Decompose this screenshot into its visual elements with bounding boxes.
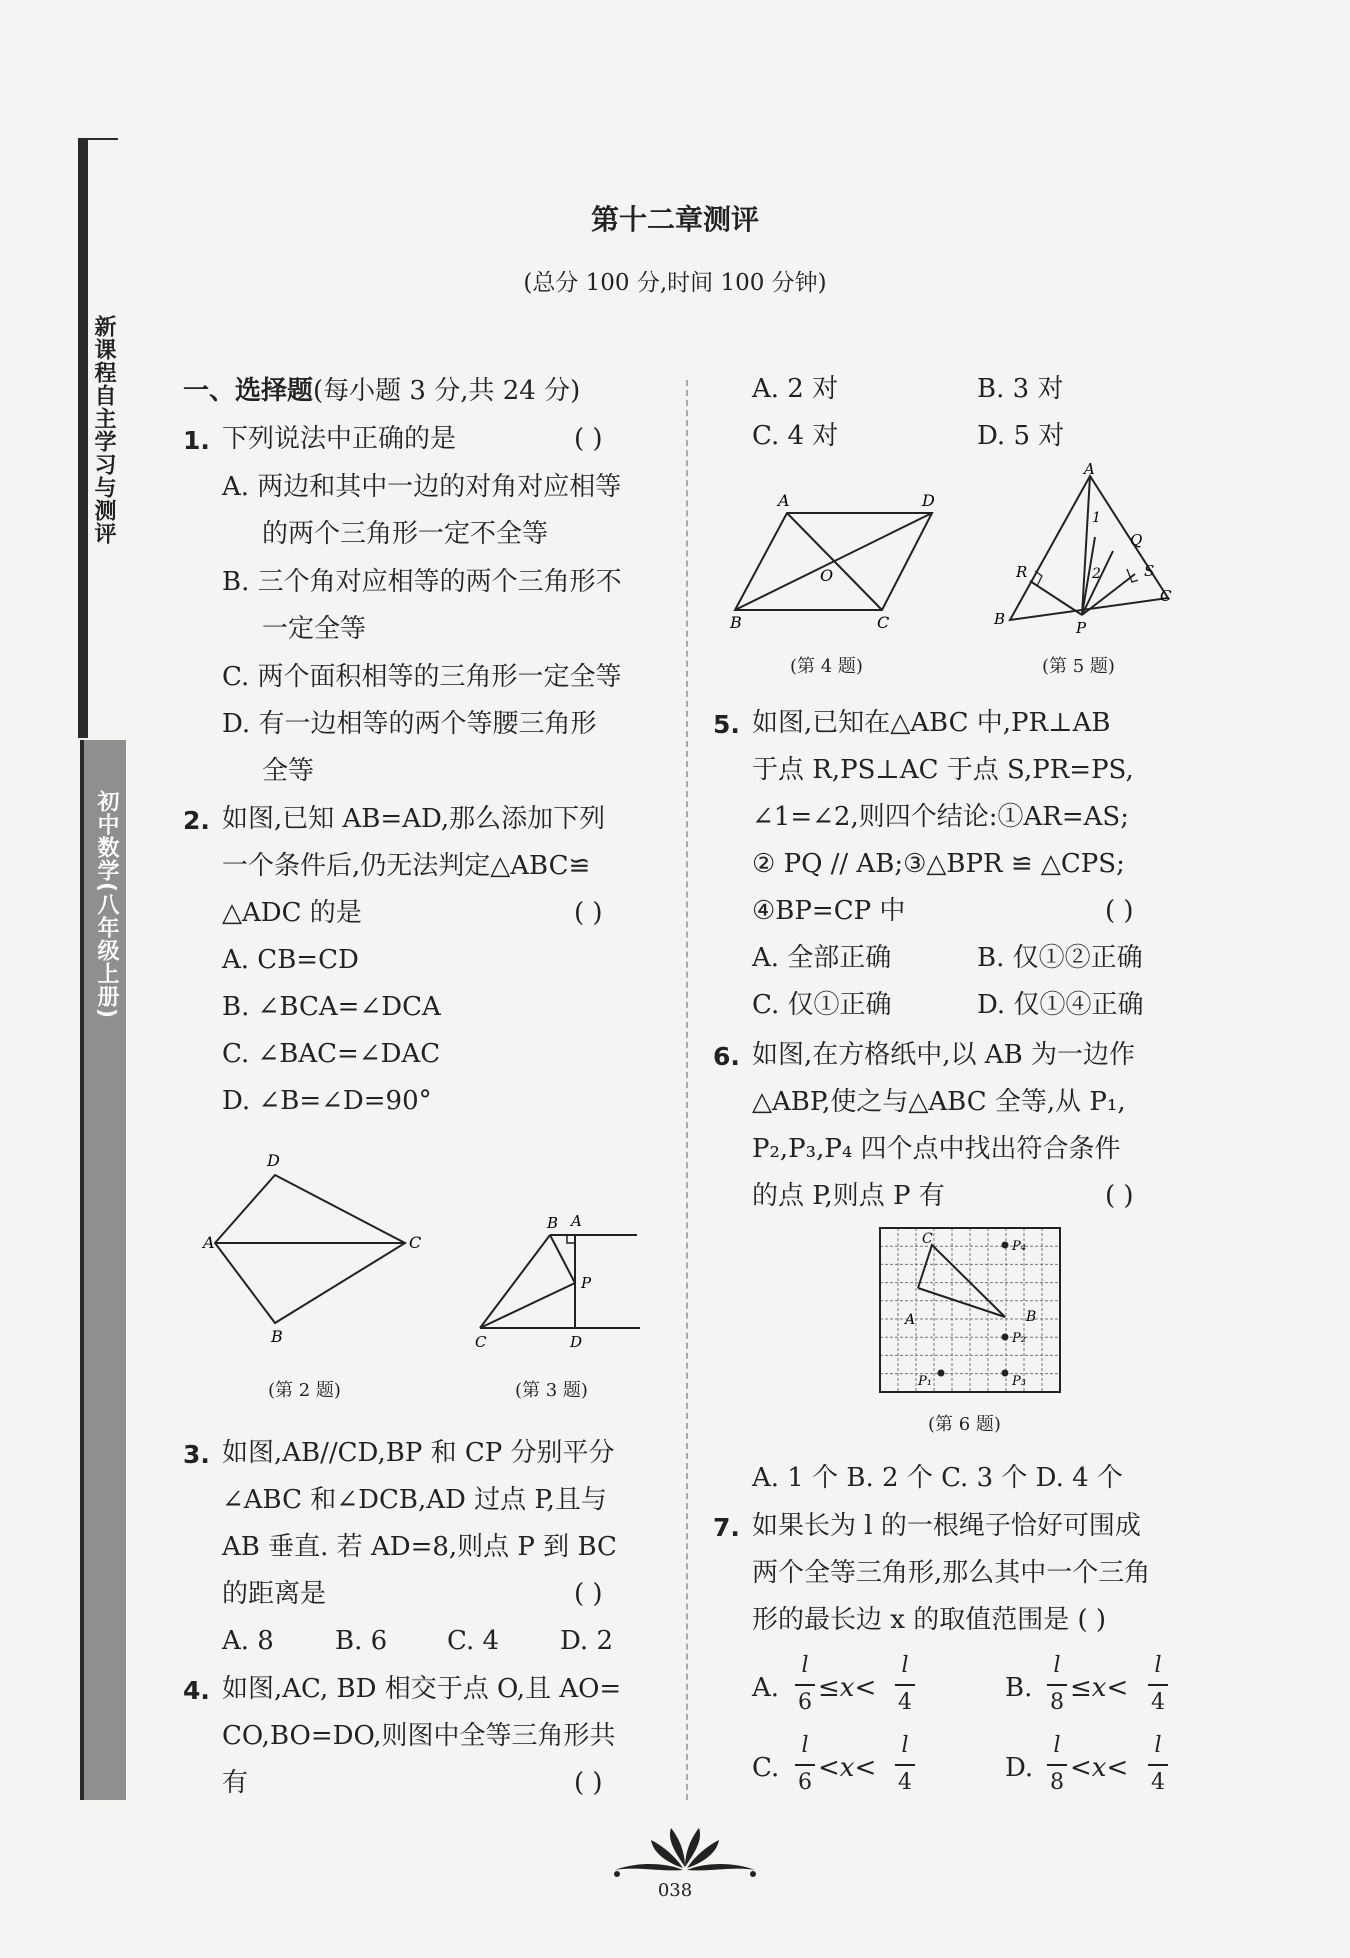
q7-a-den1: 6 <box>798 1690 812 1715</box>
q7-a-num2: l <box>901 1653 909 1678</box>
fig5-label-r: R <box>1016 563 1028 581</box>
q4-option-c: C. 4 对 <box>752 421 839 451</box>
q4-line1: 如图,AC, BD 相交于点 O,且 AO= <box>222 1674 622 1704</box>
q7-c-bar1 <box>795 1764 815 1766</box>
q7-option-d-label: D. <box>1005 1753 1034 1783</box>
fig4-label-c: C <box>877 613 890 632</box>
q7-d-num1: l <box>1053 1733 1061 1758</box>
q7-b-den2: 4 <box>1151 1690 1165 1715</box>
page-number: 038 <box>657 1880 693 1901</box>
q6-line2: △ABP,使之与△ABC 全等,从 P₁, <box>752 1087 1126 1117</box>
figure-q2 <box>195 1150 435 1350</box>
q3-option-a: A. 8 <box>222 1626 274 1656</box>
q7-b-num2: l <box>1154 1653 1162 1678</box>
fig6-label-p1: P₁ <box>918 1374 932 1389</box>
q5-option-b: B. 仅①②正确 <box>977 943 1143 973</box>
q7-b-num1: l <box>1053 1653 1061 1678</box>
q5-line3: ∠1=∠2,则四个结论:①AR=AS; <box>752 802 1129 832</box>
q7-a-bar2 <box>895 1684 915 1686</box>
fig4-label-o: O <box>820 566 834 585</box>
fig2-label-a: A <box>203 1233 215 1252</box>
q7-number: 7. <box>713 1513 740 1542</box>
q7-c-mid: <x< <box>818 1753 877 1783</box>
footer-ornament-icon <box>605 1822 765 1882</box>
q7-c-num2: l <box>901 1733 909 1758</box>
q3-line3: AB 垂直. 若 AD=8,则点 P 到 BC <box>222 1532 617 1562</box>
q7-option-a-label: A. <box>752 1673 780 1703</box>
q2-answer-bracket: ( ) <box>574 898 603 928</box>
fig6-label-c: C <box>922 1231 933 1247</box>
q5-line5: ④BP=CP 中 <box>752 896 906 926</box>
fig2-label-b: B <box>271 1327 283 1346</box>
q5-number: 5. <box>713 710 740 739</box>
q4-option-d: D. 5 对 <box>977 421 1065 451</box>
section-title: 一、选择题 <box>183 376 314 406</box>
q3-number: 3. <box>183 1440 210 1469</box>
q4-caption: (第 4 题) <box>790 656 863 677</box>
q3-caption: (第 3 题) <box>515 1380 588 1401</box>
fig6-label-p4: P₄ <box>1012 1239 1026 1254</box>
fig6-point-p3 <box>1002 1370 1009 1377</box>
fig5-label-p: P <box>1076 619 1087 637</box>
q7-line1: 如果长为 l 的一根绳子恰好可围成 <box>752 1511 1141 1541</box>
fig6-point-p4 <box>1002 1242 1009 1249</box>
fig2-label-c: C <box>409 1233 422 1252</box>
fig5-label-1: 1 <box>1092 510 1101 526</box>
q1-option-d-cont: 全等 <box>262 756 315 786</box>
fig5-label-s: S <box>1144 562 1155 580</box>
q1-option-c: C. 两个面积相等的三角形一定全等 <box>222 662 622 692</box>
q7-b-bar1 <box>1047 1684 1067 1686</box>
q2-caption: (第 2 题) <box>268 1380 341 1401</box>
fig6-label-a: A <box>905 1312 916 1328</box>
q7-b-mid: ≤x< <box>1070 1673 1129 1703</box>
q7-d-mid: <x< <box>1070 1753 1129 1783</box>
q6-caption: (第 6 题) <box>928 1414 1001 1435</box>
q7-d-num2: l <box>1154 1733 1162 1758</box>
q5-line1: 如图,已知在△ABC 中,PR⊥AB <box>752 708 1111 738</box>
fig4-label-b: B <box>730 613 742 632</box>
q2-option-b: B. ∠BCA=∠DCA <box>222 992 441 1022</box>
figure-q4 <box>722 488 952 638</box>
q6-options: A. 1 个 B. 2 个 C. 3 个 D. 4 个 <box>752 1463 1123 1493</box>
column-divider <box>686 380 688 1800</box>
q7-c-den1: 6 <box>798 1770 812 1795</box>
fig3-label-c: C <box>475 1333 487 1351</box>
q2-option-a: A. CB=CD <box>222 945 359 975</box>
q1-option-a: A. 两边和其中一边的对角对应相等 <box>222 472 622 502</box>
fig5-label-b: B <box>994 610 1006 628</box>
fig4-label-a: A <box>778 491 790 510</box>
q1-option-a-cont: 的两个三角形一定不全等 <box>262 519 549 549</box>
q4-line3: 有 <box>222 1768 249 1798</box>
fig5-label-a: A <box>1084 462 1095 478</box>
q2-option-c: C. ∠BAC=∠DAC <box>222 1039 441 1069</box>
fig2-label-d: D <box>267 1151 280 1170</box>
q4-option-a: A. 2 对 <box>752 374 839 404</box>
q7-c-bar2 <box>895 1764 915 1766</box>
q7-b-bar2 <box>1148 1684 1168 1686</box>
q3-line2: ∠ABC 和∠DCB,AD 过点 P,且与 <box>222 1485 607 1515</box>
section-heading <box>183 378 580 404</box>
q5-option-c: C. 仅①正确 <box>752 990 892 1020</box>
q1-number: 1. <box>183 426 210 455</box>
q5-line4: ② PQ // AB;③△BPR ≌ △CPS; <box>752 849 1125 879</box>
q7-d-bar1 <box>1047 1764 1067 1766</box>
q3-answer-bracket: ( ) <box>574 1579 603 1609</box>
q5-line2: 于点 R,PS⊥AC 于点 S,PR=PS, <box>752 755 1134 785</box>
q7-option-b-label: B. <box>1005 1673 1033 1703</box>
fig3-label-p: P <box>581 1274 592 1292</box>
q3-line4: 的距离是 <box>222 1579 327 1609</box>
figure-q3 <box>465 1210 665 1360</box>
q4-number: 4. <box>183 1676 210 1705</box>
q7-a-mid: ≤x< <box>818 1673 877 1703</box>
q3-option-c: C. 4 <box>447 1626 500 1656</box>
q4-answer-bracket: ( ) <box>574 1768 603 1798</box>
q5-option-d: D. 仅①④正确 <box>977 990 1144 1020</box>
fig6-point-p1 <box>938 1370 945 1377</box>
q1-option-d: D. 有一边相等的两个等腰三角形 <box>222 709 597 739</box>
q7-c-num1: l <box>801 1733 809 1758</box>
q3-option-b: B. 6 <box>335 1626 388 1656</box>
q2-line3: △ADC 的是 <box>222 898 362 928</box>
q2-line2: 一个条件后,仍无法判定△ABC≌ <box>222 851 591 881</box>
fig5-label-c: C <box>1160 587 1172 605</box>
q5-answer-bracket: ( ) <box>1105 896 1134 926</box>
fig4-label-d: D <box>922 491 935 510</box>
q5-caption: (第 5 题) <box>1042 656 1115 677</box>
q4-option-b: B. 3 对 <box>977 374 1064 404</box>
q6-line1: 如图,在方格纸中,以 AB 为一边作 <box>752 1040 1135 1070</box>
sidebar-rule <box>78 138 118 140</box>
figure-q5 <box>990 462 1180 637</box>
q5-option-a: A. 全部正确 <box>752 943 892 973</box>
q1-option-b: B. 三个角对应相等的两个三角形不 <box>222 567 622 597</box>
q2-line1: 如图,已知 AB=AD,那么添加下列 <box>222 804 606 834</box>
fig3-label-a: A <box>571 1212 582 1230</box>
fig5-label-q: Q <box>1130 531 1143 549</box>
q7-line2: 两个全等三角形,那么其中一个三角 <box>752 1558 1151 1588</box>
q1-option-b-cont: 一定全等 <box>262 614 367 644</box>
q6-line3: P₂,P₃,P₄ 四个点中找出符合条件 <box>752 1134 1121 1164</box>
section-note: (每小题 3 分,共 24 分) <box>313 376 581 406</box>
q6-number: 6. <box>713 1042 740 1071</box>
q3-option-d: D. 2 <box>560 1626 613 1656</box>
fig5-label-2: 2 <box>1092 566 1101 582</box>
q6-line4: 的点 P,则点 P 有 <box>752 1181 945 1211</box>
q7-d-den2: 4 <box>1151 1770 1165 1795</box>
page-subtitle: (总分 100 分,时间 100 分钟) <box>523 270 827 296</box>
fig3-label-b: B <box>547 1214 559 1232</box>
fig3-label-d: D <box>570 1333 583 1351</box>
q6-answer-bracket: ( ) <box>1105 1181 1134 1211</box>
q7-c-den2: 4 <box>898 1770 912 1795</box>
q7-option-c-label: C. <box>752 1753 780 1783</box>
q1-stem: 下列说法中正确的是 <box>222 424 457 454</box>
fig6-point-p2 <box>1002 1334 1009 1341</box>
fig6-label-p3: P₃ <box>1012 1374 1026 1389</box>
figure-q6 <box>870 1220 1070 1400</box>
page-title: 第十二章测评 <box>590 203 759 236</box>
q7-a-num1: l <box>801 1653 809 1678</box>
q1-answer-bracket: ( ) <box>574 424 603 454</box>
fig6-label-p2: P₂ <box>1012 1331 1026 1346</box>
q2-number: 2. <box>183 806 210 835</box>
fig6-label-b: B <box>1026 1309 1037 1325</box>
sidebar-series-title: 新课程自主学习与测评 <box>91 315 116 545</box>
q7-b-den1: 8 <box>1050 1690 1064 1715</box>
q4-line2: CO,BO=DO,则图中全等三角形共 <box>222 1721 616 1751</box>
q7-a-bar1 <box>795 1684 815 1686</box>
q2-option-d: D. ∠B=∠D=90° <box>222 1086 432 1116</box>
q7-d-bar2 <box>1148 1764 1168 1766</box>
q7-line3: 形的最长边 x 的取值范围是 ( ) <box>752 1605 1107 1635</box>
sidebar-subject: 初中数学(八年级上册) <box>94 790 119 1020</box>
q3-line1: 如图,AB//CD,BP 和 CP 分别平分 <box>222 1438 615 1468</box>
q7-a-den2: 4 <box>898 1690 912 1715</box>
q7-d-den1: 8 <box>1050 1770 1064 1795</box>
